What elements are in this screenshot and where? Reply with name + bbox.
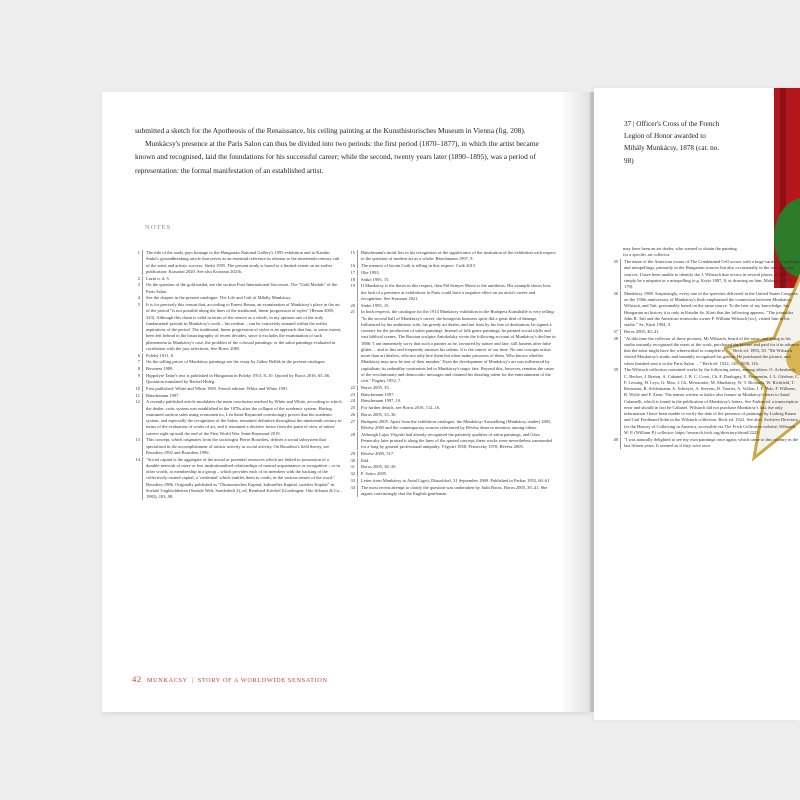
running-footer <box>132 674 328 684</box>
note-text: "I was naturally delighted to see my own paintings once again; which came to this country in the last fifteen years. It seemed as if they were once <box>624 436 799 448</box>
note-number: 16 <box>347 263 358 269</box>
note-text: For further details, see Boros 2016, 112–16. <box>361 405 441 410</box>
note-text: In both respects, the catalogue for the 1914 Munkácsy exhibition in the Budapest Kunsthalle is very telling: "In the second half of Munkácsy's career, the bourgeois business spirit did a great deal of damage. Influenced by his ambitious wife, his greedy art dealer, and not least by his fear of destitution, he signed a contract for the production of salon paintings. Instead of folk genre paintings, he painted social idylls and vast biblical scenes. The Russian sculptor Antokolsky wrote the following account of Munkácsy's decline in 1886: 'I am immensely sorry that such a painter as he, favoured by nature and fate, still hastens after false glitter… and to this end frequently misuses his talents. It is the cancer of our time. No one corrupts artists more than art dealers, who not only hire them but often make prisoners of them. Who knows whether Munkácsy may now be one of their number.' Even the development of Munkácsy's art was influenced by capitalism; its unhealthy constraints led to Munkácsy's tragic fate. Beyond this, however, remains the cause of the revolutionary and democratic messages and claimed his dazzling talent for the entertainment of the rich." Pogány 1952, 7. <box>361 309 556 383</box>
note-item <box>132 302 342 352</box>
note-number: 8 <box>132 366 143 372</box>
note-text: On the question of the gold medal, see the section First International Successes. The "Gold Medals" of the Paris Salon. <box>146 282 338 294</box>
note-text: Poleký 1911, 6. <box>146 352 175 358</box>
note-item <box>132 399 342 437</box>
note-item <box>347 458 557 464</box>
note-item <box>132 386 342 392</box>
note-text: Budapest 2005. Apart from the exhibition catalogue, the Munkácsy-Ausstellung (Munkácsy reader) 2005, Révész 2005 and the contemporary sources referenced by Révész deserve mention, among others. <box>361 418 552 430</box>
note-number: 15 <box>347 250 358 263</box>
note-number: 6 <box>132 353 143 359</box>
note-number: 28 <box>347 432 358 451</box>
note-item <box>610 336 800 367</box>
note-number: 7 <box>132 359 143 365</box>
note-number: 12 <box>132 399 143 437</box>
note-number: 3 <box>132 282 143 295</box>
note-number: 23 <box>347 392 358 398</box>
note-number: 38 <box>610 336 621 367</box>
note-text: Bowness 1989. <box>146 366 174 371</box>
note-text: The Wilstach collection contained works by the following artists, among others: O. Achenbach, C. Becker, J. Breton, A. Cabanel, J. B. C. Corot, Ch. F. Daubigny, E. Fromentin, J. L. Gérôme, C. F. Lessing, H. Leys, G. Max, J. Ch. Meissonier, M. Munkácsy, W. T. Richards, W. Richfield, T. Rousseau, R. Schleimann, A. Schreyer, A. Stevens, B. Vautier, A. Vollon, J. F. Volz, F. Willems, R. Wylie and F. Ziem. The names written in italics also feature in Munkácsy's letter to Antal Calamelli, which is found in the publication of Munkácsy's letters. See Farkas ed. a transcription error and should in fact be Cabanel. Wilstach did not purchase Munkácsy's last, the only information I have been unable to verify the date of the presence of paintings by Ludwig Knaus and Carl Ferdinand Sohn in the Wilstach collection. Beck ed. 1922. See also: Archives Directory for the History of Collecting in America, accessible via The Frick Collection website; Wilstach, W. P. (William P.) collector: https://research.frick.org/directory/detail/2225 <box>624 367 800 435</box>
note-text: Sinkó 1995, 15. <box>361 302 390 308</box>
note-number: 33 <box>347 478 358 484</box>
note-item <box>132 366 342 372</box>
right-notes-list <box>610 259 800 449</box>
note-item <box>610 259 800 290</box>
note-item <box>347 451 557 457</box>
note-item <box>347 392 557 398</box>
note-continuation <box>610 246 738 259</box>
note-item <box>347 412 557 418</box>
note-item <box>132 282 342 295</box>
note-text: Boros 2005, 38–39. <box>361 464 397 470</box>
note-text: The memoir of István Csók is telling in this respect: Csók 2015. <box>361 263 477 268</box>
note-text: "At this time the collector of these pictures, Mr Wilstach, heard of the artist, and going to his studio instantly recognized the merit of the work, purchased the picture and paid for it in advance that the artist might have the wherewithal to complete it …" Beck ed. 1893, 50. "Mr Wilstach visited Munkácsy's studio and instantly recognised his genius. He purchased the picture, and when finished sent it to the Paris Salon …" Beck ed. 1922, 128; 1938, 116. <box>624 335 800 366</box>
note-item <box>132 276 342 282</box>
note-number: 4 <box>132 295 143 301</box>
note-item <box>347 398 557 404</box>
note-text: Boros 2005, 40–41. <box>624 328 660 334</box>
right-page <box>594 88 800 720</box>
note-item <box>347 432 557 451</box>
note-text: It is for precisely this reason that, according to Ernest Renan, an examination of Munkácsy's place in the art of the period "is not possible along the lines of the traditional, linear progression of styles" (Renan 2005, 323). Although this claim is valid in terms of the oeuvre as a whole, in my opinion one of the truly fundamental periods in Munkácsy's work – his realism – can be concretely situated within the realist aspirations of the period. The traditional, linear progression of styles is an approach that has, to some extent, been left behind in the historiography of recent decades, since it excludes the examination of such phenomena as Munkácsy's case, the problem of the colossal paintings, or the salon paintings evaluated in correlation with the jury selections. See Boros 2005. <box>146 302 341 351</box>
note-number: 9 <box>132 373 143 386</box>
note-number: 22 <box>347 385 358 391</box>
note-text: "Social capital is the aggregate of the actual or potential resources which are linked to possession of a durable network of more or less institutionalised relationships of mutual acquaintance or recognition – or in other words, to membership in a group – which provides each of its members with the backing of the collectively-owned capital, a 'credential' which entitles them to credit, in the various senses of the word." Bourdieu 1986. Originally published as "Ökonomisches Kapital, kulturelles Kapital, soziales Kapital" in Soziale Ungleichheiten (Soziale Welt, Sonderheft 2), ed. Reinhard Kreckel (Goettingen: Otto Schartz & Co., 1983), 183–98. <box>146 456 342 499</box>
note-text: Hippolyte Taine's text is published in Hungarian in Poleký 1913, 8–10. Quoted by Boros 2016, 65–66. Quotation translated by Rachel Hideg. <box>146 372 331 384</box>
book-gutter-shadow <box>560 92 594 712</box>
note-text: This concept, which originates from the sociologist Pierre Bourdieu, defines a social subsystem that specialised in the accomplishment of artistic activity as social activity. On Bourdieu's field theory, see Bourdieu 1992 and Bourdieu 1996. <box>146 437 330 455</box>
note-item <box>132 295 342 301</box>
note-text: Bätschmann 1997, 10. <box>361 398 402 404</box>
note-number: 29 <box>347 451 358 457</box>
note-item <box>347 471 557 477</box>
note-text: Ibid. <box>361 457 370 463</box>
note-item <box>347 263 557 269</box>
note-text: The name of the American owner of The Condemned Cell occurs with a huge variety of spellings and misspellings, primarily in the Hungarian sources but also occasionally in the international sources. I have been unable to identify the J. Wilstach that occurs in several places; this may simply be a misprint or a misspelling (e.g. Kuriz 1887, 8, or drawing on him, Malonyay 1898, 179). <box>624 259 800 289</box>
note-text: Sinkó 1995, 15. <box>361 276 390 282</box>
note-item <box>132 437 342 456</box>
note-item <box>347 385 557 391</box>
running-title-subtitle: STORY OF A WORLDWIDE SENSATION <box>197 677 328 684</box>
note-text: On the selling prices of Munkácsy paintings see the essay by Gábor Bellák in the present catalogue. <box>146 359 326 365</box>
note-number: 24 <box>347 398 358 404</box>
note-text: Although Lajos Végvári had already recognised the painterly qualities of salon paintings, and Géza Perneczky later praised it along the lines of the quoted concept, these works were nevertheless surrounded for a long by general professional antipathy. Végvári 1958; Perneczky 1970; Révész 2005. <box>361 431 553 449</box>
note-number: 19 <box>347 283 358 302</box>
note-number: 21 <box>347 309 358 384</box>
note-item <box>347 464 557 470</box>
note-number: 13 <box>132 437 143 456</box>
note-number: 26 <box>347 412 358 418</box>
note-item <box>610 437 800 450</box>
note-item <box>132 393 342 399</box>
note-item <box>132 353 342 359</box>
note-number: 27 <box>347 419 358 432</box>
note-number: 14 <box>132 457 143 501</box>
note-number: 10 <box>132 386 143 392</box>
note-number: 35 <box>610 259 621 290</box>
note-text: The title of the study pays homage to the Hungarian National Gallery's 1995 exhibition and to Katalin Sinkó's groundbreaking article that serves as an essential reference in relation to the nineteenth-century cult of the artist and artistic success: Sinkó 1995. The present study is based to a limited extent on an earlier publication: Krasznai 2020. See also Krasznai 2021b. <box>146 250 340 274</box>
figure-caption: 37 | Officer's Cross of the French Legion of Honor awarded to Mihály Munkácsy, 1878 (cat. no. 98) <box>624 120 720 165</box>
note-number: 32 <box>347 471 358 477</box>
note-text: F. Szücs 2005. <box>361 471 388 476</box>
note-item <box>610 367 800 436</box>
note-item <box>132 359 342 365</box>
note-item <box>132 250 342 275</box>
note-item <box>347 419 557 432</box>
footer-separator: | <box>191 677 194 684</box>
note-item <box>347 283 557 302</box>
note-number: 11 <box>132 393 143 399</box>
note-item <box>347 309 557 384</box>
notes-column-1 <box>132 250 342 501</box>
note-number: 37 <box>610 329 621 335</box>
notes-column-2 <box>347 250 557 498</box>
note-text: Letter from Munkácsy to Antal Ligeti, Düsseldorf, 31 September 1869. Published in Farkas 1952, 60–61. <box>361 477 551 483</box>
note-number: 39 <box>610 367 621 436</box>
note-text: First published: White and White 1965. French edition: White and White 1991. <box>146 385 289 391</box>
note-text: Révész 2005, 517. <box>361 450 395 456</box>
note-item <box>347 270 557 276</box>
note-number: 1 <box>132 250 143 275</box>
note-item <box>610 329 800 335</box>
note-number: 18 <box>347 277 358 283</box>
note-item <box>347 478 557 484</box>
note-text: The most recent attempt to clarify the question was undertaken by Judit Boros. Boros 2005, 39–41. She argues convincingly that the English gentleman <box>361 484 548 496</box>
note-text: Munkácsy 1989. Surprisingly, every one of the speeches delivered in the United States Congress on the 150th anniversary of Munkácsy's birth emphasised the connection between Munkácsy, Wilstach, and Tait; presumably based on the same source. To the best of my knowledge, his Hungarian art history it is only in Katalin Sz. Kürti that the following appears: "The journalist John R. Tait and the American ironworks owner P. William Wilstach [sic], visited him in his studio." Sz. Kürti 1994, 9. <box>624 290 798 327</box>
note-text: Bätschmann 1997. <box>146 392 180 398</box>
note-text: See the chapter in the present catalogue: The Life and Cult of Mihály Munkácsy. <box>146 295 292 301</box>
note-text: Bätschmann's motif lies in his recognition of the significance of the institution of the exhibition with respect to the question of modern art as a whole. Bätschmann 1997, 9. <box>361 250 556 262</box>
note-text: Ohe 1993. <box>361 269 380 275</box>
note-number: 30 <box>347 458 358 464</box>
note-number: 25 <box>347 405 358 411</box>
note-item <box>347 277 557 283</box>
note-number: 40 <box>610 437 621 450</box>
note-number: 17 <box>347 270 358 276</box>
note-text: A recently published article modulates the main conclusion reached by White and White, according to which the dealer–critic system was established in the 1870s after the collapse of the academic system. Having examined auction sales using econometrics, Léa Saint-Raymond convincingly proves that the academic system, and especially the recognition of the Salon, remained definitive throughout the nineteenth century in terms of the evaluation of works of art, and it remained a decisive factor from the point of view of artists' careers right up until the end of the First World War. Saint-Raymond 2019. <box>146 399 342 436</box>
note-number: 31 <box>347 464 358 470</box>
body-text <box>135 124 540 177</box>
running-title-book: MUNKACSY <box>146 677 188 684</box>
note-text: Bätschmann 1997. <box>361 391 395 397</box>
left-page <box>102 92 590 712</box>
note-item <box>347 405 557 411</box>
note-item <box>610 291 800 329</box>
note-number: 36 <box>610 291 621 329</box>
note-item <box>347 485 557 498</box>
note-text: Lazár n. d. 5. <box>146 275 170 281</box>
note-item <box>132 373 342 386</box>
page-number: 42 <box>132 674 142 684</box>
notes-heading: NOTES <box>145 224 172 231</box>
note-text: Boros 2005, 33–36. <box>361 411 397 417</box>
note-text: If Munkácsy is the thesis in this respect, then Pál Szinyei Merse is the antithesis. His example shows how the lack of a presence at exhibitions in Paris could have a negative effect on an artist's career and recognition. See Krasznai 2021. <box>361 283 551 301</box>
note-number: 20 <box>347 303 358 309</box>
note-number: 34 <box>347 485 358 498</box>
body-paragraph: submitted a sketch for the Apotheosis of the Renaissance, his ceiling painting at the Kunsthistorisches Museum in Vienna (fig. 208). <box>135 126 526 135</box>
note-number: 5 <box>132 302 143 352</box>
note-text: may have been an art dealer, who wanted to obtain the painting for a specific art collector. <box>623 246 737 258</box>
note-item <box>347 250 557 263</box>
note-item <box>347 303 557 309</box>
right-notes-column <box>610 246 800 450</box>
note-text: Boros 2005, 35. <box>361 384 390 390</box>
body-paragraph: Munkácsy's presence at the Paris Salon can thus be divided into two periods: the first period (1870–1877), in which the artist became known and recognised, laid the foundations for his successful career; while the second, twenty years later (1890–1895), was a period of representation: the formal manifestation of an established artist. <box>135 139 539 175</box>
note-number: 2 <box>132 276 143 282</box>
note-item <box>132 457 342 501</box>
